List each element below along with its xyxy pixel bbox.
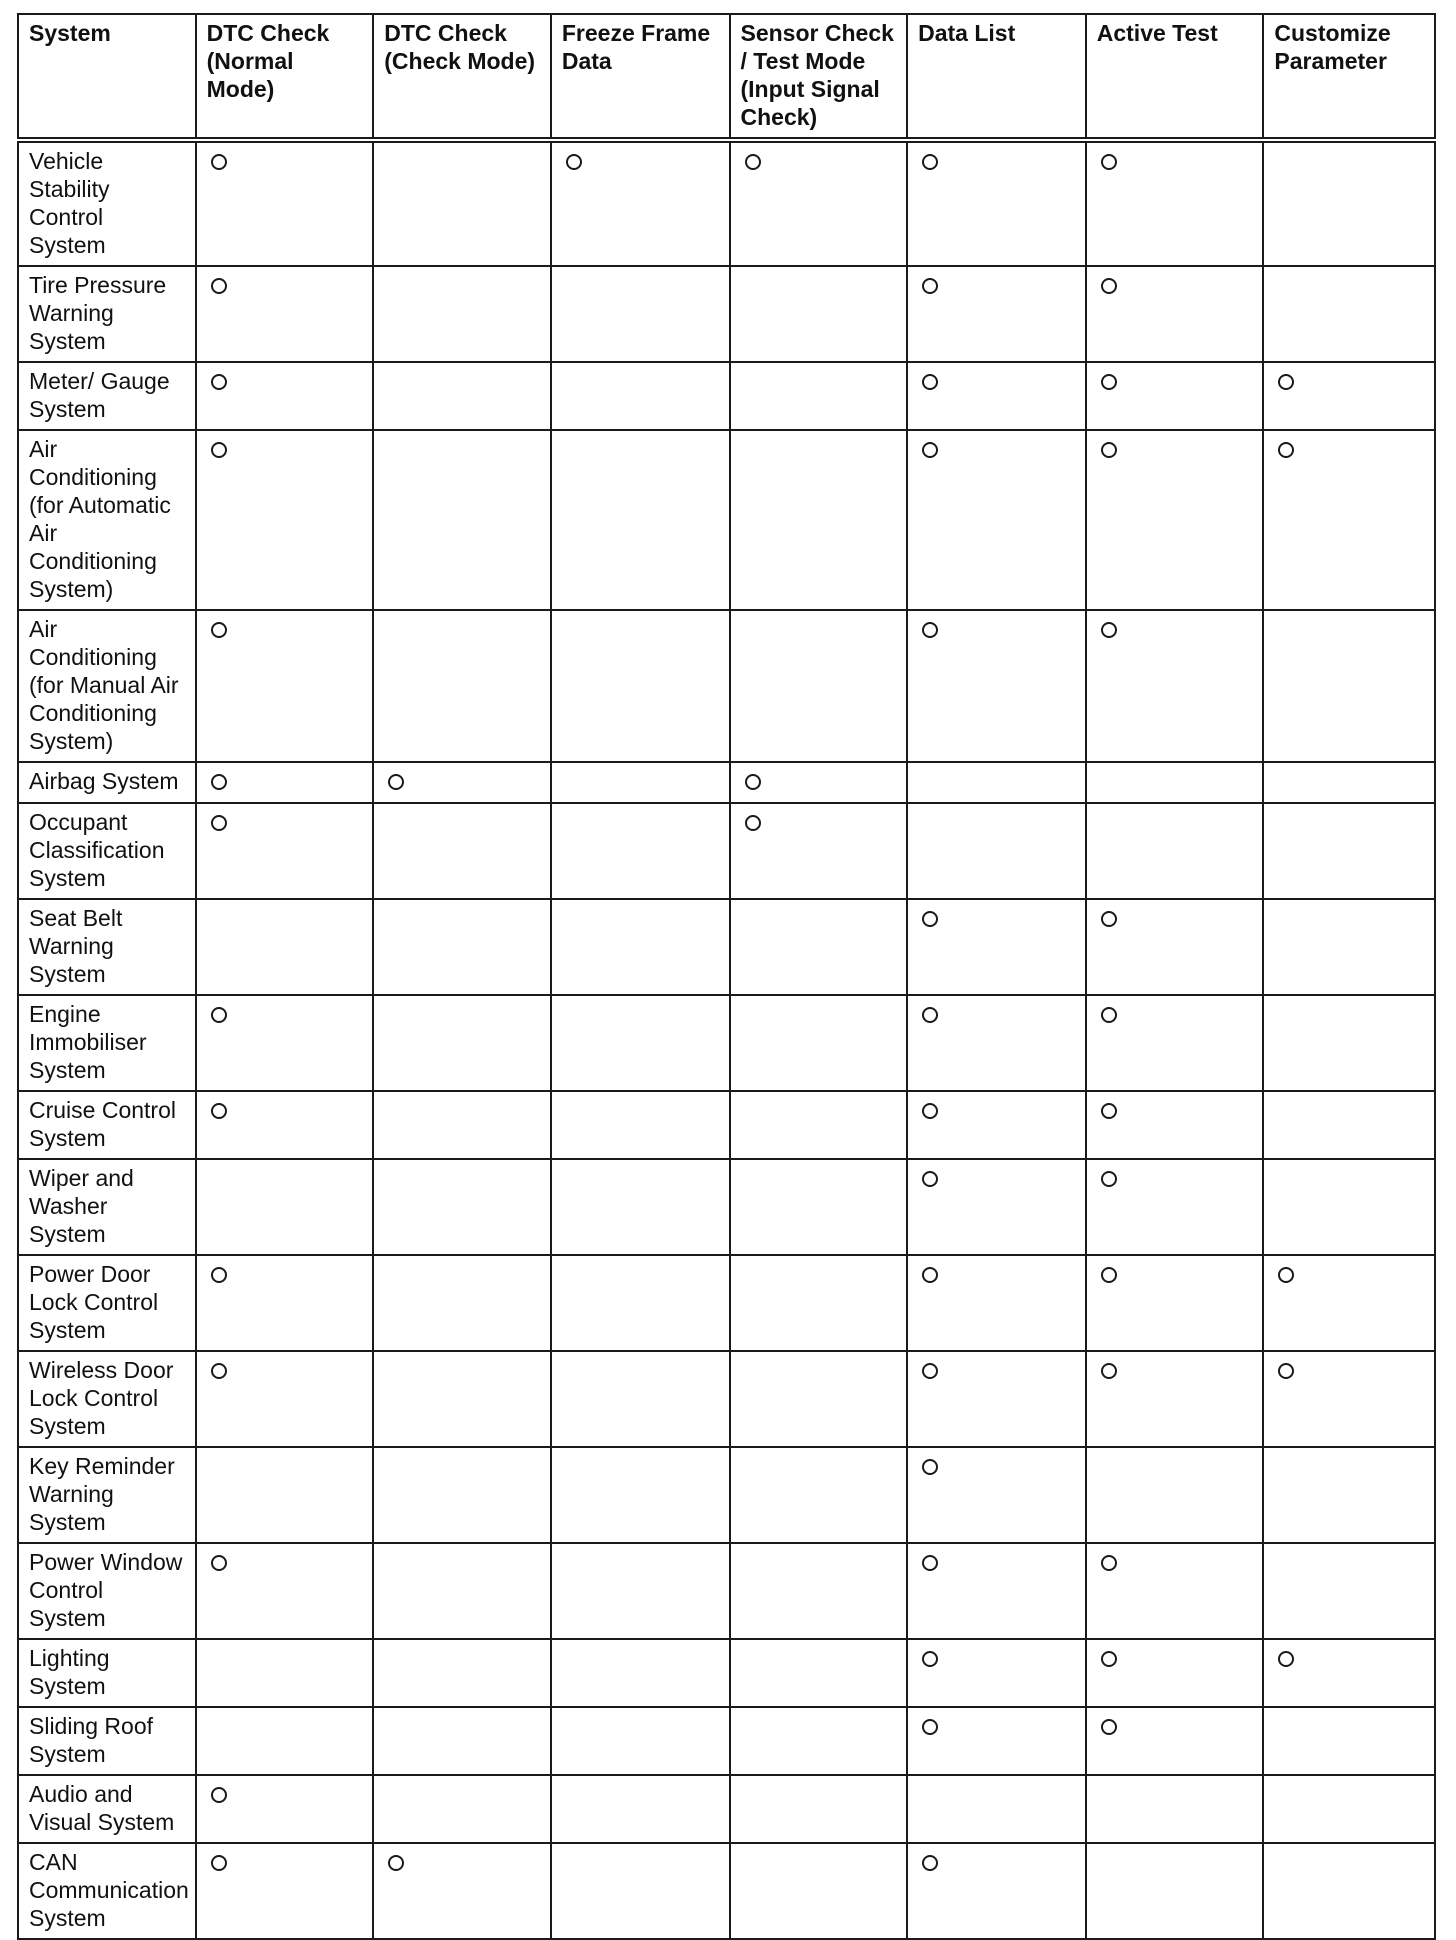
table-row xyxy=(18,1255,1435,1351)
system-name-cell: Airbag System xyxy=(18,762,196,803)
table-row xyxy=(18,1091,1435,1159)
support-cell xyxy=(1263,266,1435,362)
supported-circle-icon xyxy=(1278,1267,1294,1283)
support-cell xyxy=(907,140,1086,266)
supported-circle-icon xyxy=(388,774,404,790)
supported-circle-icon xyxy=(922,1267,938,1283)
support-cell xyxy=(1263,362,1435,430)
support-cell xyxy=(1263,803,1435,899)
supported-circle-icon xyxy=(922,1719,938,1735)
support-cell xyxy=(196,995,374,1091)
support-cell xyxy=(907,1091,1086,1159)
support-cell xyxy=(1263,1639,1435,1707)
support-cell xyxy=(196,1351,374,1447)
table-header xyxy=(18,14,1435,140)
support-cell xyxy=(1086,803,1264,899)
support-cell xyxy=(1263,762,1435,803)
support-cell xyxy=(196,1843,374,1939)
support-cell xyxy=(373,1543,551,1639)
supported-circle-icon xyxy=(211,1103,227,1119)
header-customize-parameter: Customize Parameter xyxy=(1263,14,1435,140)
support-cell xyxy=(907,362,1086,430)
support-cell xyxy=(907,1159,1086,1255)
support-cell xyxy=(1263,610,1435,762)
system-name-cell: Wireless Door Lock Control System xyxy=(18,1351,196,1447)
support-cell xyxy=(1086,266,1264,362)
support-cell xyxy=(196,1447,374,1543)
support-cell xyxy=(1263,995,1435,1091)
support-cell xyxy=(373,140,551,266)
support-cell xyxy=(907,1639,1086,1707)
table-row xyxy=(18,430,1435,610)
support-cell xyxy=(196,899,374,995)
support-cell xyxy=(907,803,1086,899)
header-system: System xyxy=(18,14,196,140)
support-cell xyxy=(196,803,374,899)
support-cell xyxy=(730,266,908,362)
supported-circle-icon xyxy=(211,774,227,790)
support-cell xyxy=(196,1639,374,1707)
supported-circle-icon xyxy=(1101,1267,1117,1283)
supported-circle-icon xyxy=(1101,1103,1117,1119)
support-cell xyxy=(551,362,730,430)
support-cell xyxy=(373,995,551,1091)
support-cell xyxy=(373,430,551,610)
support-cell xyxy=(730,610,908,762)
support-cell xyxy=(907,1707,1086,1775)
supported-circle-icon xyxy=(211,622,227,638)
support-cell xyxy=(196,1707,374,1775)
support-cell xyxy=(1263,1447,1435,1543)
table-row xyxy=(18,1351,1435,1447)
support-cell xyxy=(730,430,908,610)
diagnostic-function-table xyxy=(17,13,1436,1940)
supported-circle-icon xyxy=(1101,442,1117,458)
system-name-cell: Audio and Visual System xyxy=(18,1775,196,1843)
support-cell xyxy=(1263,1843,1435,1939)
support-cell xyxy=(1086,610,1264,762)
system-name-cell: Seat Belt Warning System xyxy=(18,899,196,995)
support-cell xyxy=(551,995,730,1091)
support-cell xyxy=(551,1639,730,1707)
support-cell xyxy=(1086,1351,1264,1447)
support-cell xyxy=(907,1447,1086,1543)
support-cell xyxy=(1263,1543,1435,1639)
supported-circle-icon xyxy=(922,1459,938,1475)
supported-circle-icon xyxy=(922,1171,938,1187)
support-cell xyxy=(907,1255,1086,1351)
support-cell xyxy=(1263,1255,1435,1351)
table-row xyxy=(18,1543,1435,1639)
support-cell xyxy=(373,1639,551,1707)
table-row xyxy=(18,610,1435,762)
system-name-cell: Meter/ Gauge System xyxy=(18,362,196,430)
support-cell xyxy=(730,1091,908,1159)
system-name-cell: Tire Pressure Warning System xyxy=(18,266,196,362)
system-name-cell: Air Conditioning (for Manual Air Conditioning System) xyxy=(18,610,196,762)
supported-circle-icon xyxy=(1101,374,1117,390)
header-freeze-frame-data: Freeze Frame Data xyxy=(551,14,730,140)
support-cell xyxy=(1086,1159,1264,1255)
support-cell xyxy=(1086,762,1264,803)
support-cell xyxy=(196,610,374,762)
support-cell xyxy=(730,803,908,899)
support-cell xyxy=(373,266,551,362)
support-cell xyxy=(907,1775,1086,1843)
support-cell xyxy=(730,1775,908,1843)
support-cell xyxy=(730,1159,908,1255)
supported-circle-icon xyxy=(1101,1719,1117,1735)
header-dtc-check-normal-mode: DTC Check (Normal Mode) xyxy=(196,14,374,140)
support-cell xyxy=(551,610,730,762)
support-cell xyxy=(196,1091,374,1159)
support-cell xyxy=(373,362,551,430)
support-cell xyxy=(551,1447,730,1543)
support-cell xyxy=(551,1843,730,1939)
support-cell xyxy=(551,1159,730,1255)
support-cell xyxy=(551,140,730,266)
table-row xyxy=(18,1843,1435,1939)
support-cell xyxy=(373,1351,551,1447)
support-cell xyxy=(196,1775,374,1843)
support-cell xyxy=(1086,362,1264,430)
support-cell xyxy=(1263,1091,1435,1159)
support-cell xyxy=(1263,1775,1435,1843)
supported-circle-icon xyxy=(211,442,227,458)
support-cell xyxy=(730,1351,908,1447)
support-cell xyxy=(907,430,1086,610)
support-cell xyxy=(730,1543,908,1639)
system-name-cell: CAN Communication System xyxy=(18,1843,196,1939)
supported-circle-icon xyxy=(1278,374,1294,390)
support-cell xyxy=(907,1843,1086,1939)
supported-circle-icon xyxy=(922,154,938,170)
support-cell xyxy=(907,266,1086,362)
table-row xyxy=(18,266,1435,362)
support-cell xyxy=(196,140,374,266)
support-cell xyxy=(551,1775,730,1843)
supported-circle-icon xyxy=(1101,911,1117,927)
support-cell xyxy=(196,362,374,430)
table-row xyxy=(18,1707,1435,1775)
support-cell xyxy=(1263,140,1435,266)
support-cell xyxy=(373,1447,551,1543)
table-row xyxy=(18,1447,1435,1543)
support-cell xyxy=(1086,1707,1264,1775)
system-name-cell: Engine Immobiliser System xyxy=(18,995,196,1091)
table-row xyxy=(18,899,1435,995)
supported-circle-icon xyxy=(922,1855,938,1871)
support-cell xyxy=(551,1091,730,1159)
supported-circle-icon xyxy=(1101,1363,1117,1379)
system-name-cell: Wiper and Washer System xyxy=(18,1159,196,1255)
supported-circle-icon xyxy=(745,774,761,790)
support-cell xyxy=(373,803,551,899)
supported-circle-icon xyxy=(211,1787,227,1803)
supported-circle-icon xyxy=(922,1103,938,1119)
support-cell xyxy=(551,1351,730,1447)
supported-circle-icon xyxy=(211,374,227,390)
support-cell xyxy=(1086,1447,1264,1543)
supported-circle-icon xyxy=(211,278,227,294)
supported-circle-icon xyxy=(1101,154,1117,170)
supported-circle-icon xyxy=(211,1855,227,1871)
support-cell xyxy=(1263,1351,1435,1447)
support-cell xyxy=(1263,1707,1435,1775)
table-row xyxy=(18,140,1435,266)
supported-circle-icon xyxy=(1278,1651,1294,1667)
supported-circle-icon xyxy=(566,154,582,170)
support-cell xyxy=(730,899,908,995)
header-dtc-check-check-mode: DTC Check (Check Mode) xyxy=(373,14,551,140)
supported-circle-icon xyxy=(1101,1171,1117,1187)
support-cell xyxy=(907,610,1086,762)
header-active-test: Active Test xyxy=(1086,14,1264,140)
support-cell xyxy=(551,1255,730,1351)
support-cell xyxy=(907,762,1086,803)
support-cell xyxy=(196,762,374,803)
support-cell xyxy=(1263,899,1435,995)
support-cell xyxy=(196,430,374,610)
table-row xyxy=(18,362,1435,430)
support-cell xyxy=(730,995,908,1091)
supported-circle-icon xyxy=(922,1007,938,1023)
support-cell xyxy=(1263,430,1435,610)
table-body xyxy=(18,140,1435,1939)
support-cell xyxy=(1086,430,1264,610)
supported-circle-icon xyxy=(211,1555,227,1571)
support-cell xyxy=(196,266,374,362)
table-row xyxy=(18,1775,1435,1843)
support-cell xyxy=(730,1447,908,1543)
supported-circle-icon xyxy=(1101,278,1117,294)
table-row xyxy=(18,803,1435,899)
support-cell xyxy=(1086,1255,1264,1351)
supported-circle-icon xyxy=(1278,1363,1294,1379)
support-cell xyxy=(1086,140,1264,266)
supported-circle-icon xyxy=(211,1363,227,1379)
support-cell xyxy=(730,362,908,430)
supported-circle-icon xyxy=(1101,622,1117,638)
support-cell xyxy=(551,1707,730,1775)
support-cell xyxy=(907,1543,1086,1639)
support-cell xyxy=(196,1543,374,1639)
support-cell xyxy=(907,899,1086,995)
support-cell xyxy=(551,762,730,803)
support-cell xyxy=(373,1775,551,1843)
table-row xyxy=(18,995,1435,1091)
supported-circle-icon xyxy=(922,911,938,927)
support-cell xyxy=(551,899,730,995)
table-row xyxy=(18,1639,1435,1707)
support-cell xyxy=(730,1707,908,1775)
support-cell xyxy=(373,1707,551,1775)
supported-circle-icon xyxy=(922,278,938,294)
supported-circle-icon xyxy=(922,1651,938,1667)
support-cell xyxy=(373,1159,551,1255)
supported-circle-icon xyxy=(922,1555,938,1571)
support-cell xyxy=(551,266,730,362)
supported-circle-icon xyxy=(211,154,227,170)
support-cell xyxy=(373,1255,551,1351)
supported-circle-icon xyxy=(1101,1555,1117,1571)
support-cell xyxy=(1086,1843,1264,1939)
table-row xyxy=(18,1159,1435,1255)
support-cell xyxy=(1263,1159,1435,1255)
support-cell xyxy=(373,610,551,762)
system-name-cell: Lighting System xyxy=(18,1639,196,1707)
supported-circle-icon xyxy=(1101,1007,1117,1023)
support-cell xyxy=(730,140,908,266)
support-cell xyxy=(730,1843,908,1939)
supported-circle-icon xyxy=(922,374,938,390)
support-cell xyxy=(373,1091,551,1159)
supported-circle-icon xyxy=(745,154,761,170)
supported-circle-icon xyxy=(922,622,938,638)
support-cell xyxy=(1086,1543,1264,1639)
support-cell xyxy=(196,1159,374,1255)
support-cell xyxy=(373,1843,551,1939)
supported-circle-icon xyxy=(1101,1651,1117,1667)
support-cell xyxy=(551,803,730,899)
supported-circle-icon xyxy=(922,442,938,458)
support-cell xyxy=(551,430,730,610)
supported-circle-icon xyxy=(211,1007,227,1023)
support-cell xyxy=(1086,1639,1264,1707)
header-sensor-check-test-mode: Sensor Check / Test Mode (Input Signal Check) xyxy=(730,14,908,140)
header-data-list: Data List xyxy=(907,14,1086,140)
support-cell xyxy=(551,1543,730,1639)
support-cell xyxy=(730,1255,908,1351)
system-name-cell: Key Reminder Warning System xyxy=(18,1447,196,1543)
support-cell xyxy=(1086,1091,1264,1159)
supported-circle-icon xyxy=(922,1363,938,1379)
support-cell xyxy=(196,1255,374,1351)
support-cell xyxy=(907,995,1086,1091)
support-cell xyxy=(1086,1775,1264,1843)
system-name-cell: Power Window Control System xyxy=(18,1543,196,1639)
system-name-cell: Sliding Roof System xyxy=(18,1707,196,1775)
system-name-cell: Air Conditioning (for Automatic Air Conditioning System) xyxy=(18,430,196,610)
support-cell xyxy=(373,899,551,995)
table-row xyxy=(18,762,1435,803)
support-cell xyxy=(730,762,908,803)
system-name-cell: Power Door Lock Control System xyxy=(18,1255,196,1351)
system-name-cell: Occupant Classification System xyxy=(18,803,196,899)
support-cell xyxy=(373,762,551,803)
header-row xyxy=(18,14,1435,140)
supported-circle-icon xyxy=(211,815,227,831)
supported-circle-icon xyxy=(1278,442,1294,458)
support-cell xyxy=(730,1639,908,1707)
support-cell xyxy=(907,1351,1086,1447)
supported-circle-icon xyxy=(745,815,761,831)
system-name-cell: Cruise Control System xyxy=(18,1091,196,1159)
system-name-cell: Vehicle Stability Control System xyxy=(18,140,196,266)
support-cell xyxy=(1086,995,1264,1091)
supported-circle-icon xyxy=(211,1267,227,1283)
support-cell xyxy=(1086,899,1264,995)
supported-circle-icon xyxy=(388,1855,404,1871)
